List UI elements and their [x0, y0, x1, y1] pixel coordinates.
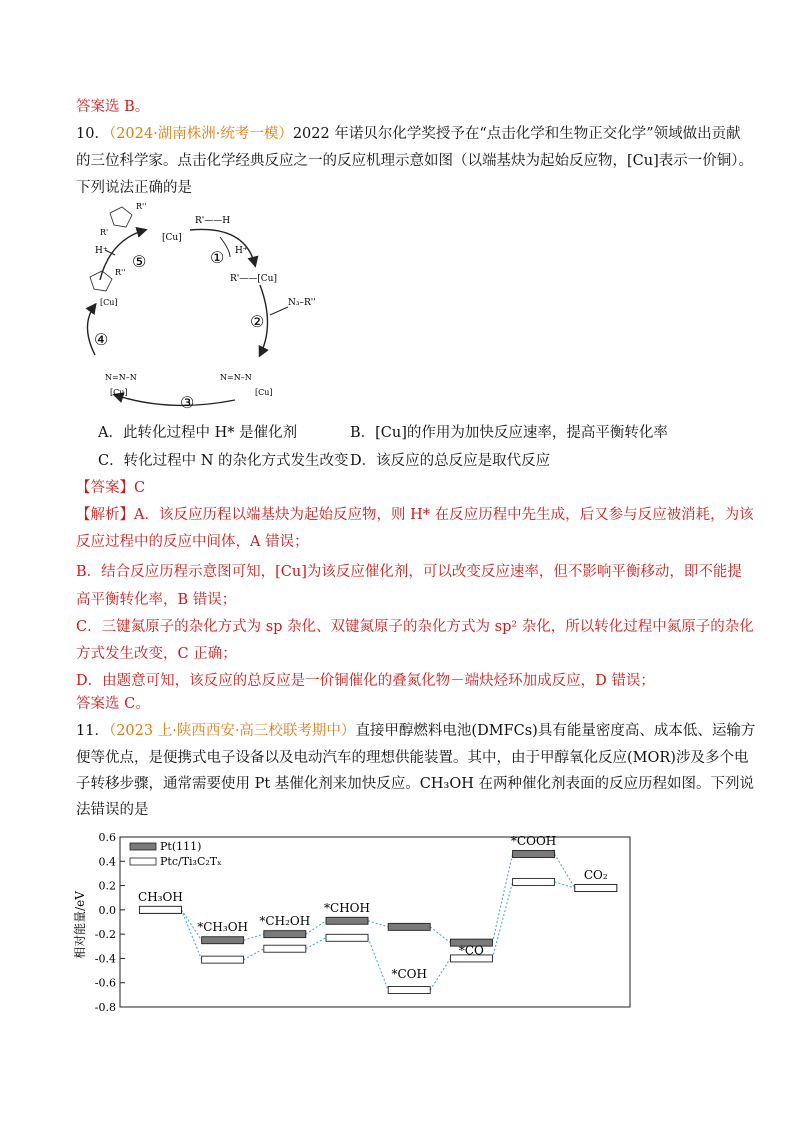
y-tick-label: 0.4: [98, 855, 116, 869]
y-tick-label: 0.6: [98, 831, 116, 844]
q10-source: （2024·湖南株洲·统考一模）: [108, 126, 293, 142]
cycle-arc-3: [115, 395, 235, 405]
q10-analysis-b2: 高平衡转化率，B 错误；: [76, 592, 237, 608]
connector-line: [368, 938, 388, 990]
product-r1: R': [100, 228, 109, 237]
azide-label: N₃–R'': [288, 298, 316, 308]
y-tick-label: 0.0: [98, 903, 116, 917]
q11-source: （2023 上·陕西西安·高三校联考期中）: [108, 723, 356, 739]
legend-ptc: Ptc/Ti₃C₂Tₓ: [160, 855, 222, 868]
q10-option-b: B．[Cu]的作用为加快反应速率，提高平衡转化率: [350, 425, 668, 441]
step-2: ②: [250, 312, 265, 331]
q11-stem-4: 法错误的是: [76, 802, 149, 818]
h-plus-out: H⁺: [235, 246, 248, 256]
energy-level-bar: [388, 987, 430, 994]
energy-level-bar: [202, 937, 244, 944]
step-5: ⑤: [132, 252, 147, 271]
energy-level-bar: [388, 923, 430, 930]
step-3: ③: [180, 393, 195, 412]
connector-line: [492, 854, 512, 943]
y-axis-label: 相对能量/eV: [73, 891, 87, 959]
connector-line: [306, 938, 326, 949]
species-label: *CH₂OH: [259, 914, 311, 929]
species-label: *COH: [391, 967, 427, 981]
q11-stem-2: 便等优点，是便携式电子设备以及电动汽车的理想供能装置。其中，由于甲醇氧化反应(MOR)涉及多个电: [76, 750, 749, 766]
q11-stem-line-1: [76, 721, 755, 741]
azide-entry-arrow: [270, 307, 288, 315]
energy-level-bar: [139, 906, 181, 913]
connector-line: [244, 934, 264, 940]
legend-swatch-ptc: [130, 858, 156, 865]
species-label: *CO: [458, 943, 484, 958]
q10-stem-3: 下列说法正确的是: [76, 180, 192, 196]
energy-profile-chart: [70, 825, 640, 1015]
species-label: *CH₃OH: [197, 920, 249, 935]
species-label: *CHOH: [324, 900, 370, 915]
q10-option-a: A．此转化过程中 H* 是催化剂: [98, 425, 298, 441]
y-tick-label: 0.2: [98, 879, 116, 893]
y-tick-label: -0.4: [94, 952, 116, 966]
metallacycle: N=N–N: [105, 373, 137, 382]
connector-line: [368, 921, 388, 927]
q10-final-answer: 答案选 C。: [76, 696, 150, 712]
legend-pt111: Pt(111): [160, 840, 202, 853]
q10-analysis-d1: D．由题意可知，该反应的总反应是一价铜催化的叠氮化物－端炔烃环加成反应，D 错误；: [76, 673, 655, 689]
triazolide-cu: [Cu]: [100, 298, 118, 307]
y-tick-label: -0.2: [94, 928, 116, 942]
energy-level-bar: [264, 945, 306, 952]
legend: [130, 840, 222, 868]
energy-level-bar: [575, 885, 617, 892]
energy-level-bar: [326, 934, 368, 941]
energy-level-bar: [326, 917, 368, 924]
species-label: CO₂: [583, 868, 608, 882]
connector-line: [492, 882, 512, 959]
species-label: *COOH: [510, 834, 557, 848]
q10-stem-line-1: [76, 124, 741, 144]
terminal-alkyne-label: R'——H: [195, 216, 231, 226]
connector-line: [181, 910, 201, 960]
step-1: ①: [210, 248, 225, 267]
q10-analysis-a1: 【解析】A．该反应历程以端基炔为起始反应物，则 H* 在反应历程中先生成，后又参与反应被消耗，为该: [76, 507, 754, 523]
q10-analysis-b1: B．结合反应历程示意图可知，[Cu]为该反应催化剂，可以改变反应速率，但不影响平衡移动，即不能提: [76, 564, 742, 580]
connector-line: [430, 958, 450, 990]
q11-number: 11．: [76, 723, 109, 739]
connector-line: [430, 927, 450, 943]
q10-analysis-c1: C．三键氮原子的杂化方式为 sp 杂化、双键氮原子的杂化方式为 sp² 杂化，所以转化过程中氮原子的杂化: [76, 619, 754, 635]
q9-answer: 答案选 B。: [76, 99, 150, 115]
reaction-mechanism-diagram: [70, 195, 320, 420]
cu-acetylide-label: R'——[Cu]: [230, 274, 277, 284]
q10-number: 10．: [76, 126, 109, 142]
q11-stem-3: 子转移步骤，通常需要使用 Pt 基催化剂来加快反应。CH₃OH 在两种催化剂表面的反应历程如图。下列说: [76, 776, 754, 792]
triazolide-r2: R'': [115, 268, 126, 277]
h-plus-in: H⁺: [95, 246, 108, 256]
connector-line: [555, 854, 575, 888]
energy-level-bar: [264, 931, 306, 938]
triazole-product: [110, 207, 132, 227]
q10-answer: 【答案】C: [76, 480, 146, 496]
species-label: CH₃OH: [138, 889, 183, 904]
q10-analysis-c2: 方式发生改变，C 正确；: [76, 646, 237, 662]
cu-catalyst-label: [Cu]: [162, 233, 182, 243]
y-tick-label: -0.6: [94, 976, 116, 990]
product-r2: R'': [136, 202, 147, 211]
azide-complex-cu: [Cu]: [255, 388, 273, 397]
step-4: ④: [94, 330, 109, 349]
q10-option-c: C．转化过程中 N 的杂化方式发生改变: [98, 453, 349, 469]
energy-level-bar: [513, 851, 555, 858]
q10-stem-1: 2022 年诺贝尔化学奖授予在“点击化学和生物正交化学”领域做出贡献: [292, 126, 741, 142]
energy-level-bar: [202, 956, 244, 963]
q10-analysis-a2: 反应过程中的反应中间体，A 错误；: [76, 534, 309, 550]
connector-line: [244, 949, 264, 960]
energy-level-bar: [513, 878, 555, 885]
azide-complex: N=N–N: [220, 373, 252, 382]
q10-stem-2: 的三位科学家。点击化学经典反应之一的反应机理示意如图（以端基炔为起始反应物，[Cu]表示一价铜）。: [76, 153, 753, 169]
q11-stem-1: 直接甲醇燃料电池(DMFCs)具有能量密度高、成本低、运输方: [355, 723, 756, 739]
y-tick-label: -0.8: [94, 1001, 116, 1014]
metallacycle-cu: [Cu]: [110, 388, 128, 397]
q10-option-d: D．该反应的总反应是取代反应: [350, 453, 551, 469]
legend-swatch-pt111: [130, 843, 156, 850]
